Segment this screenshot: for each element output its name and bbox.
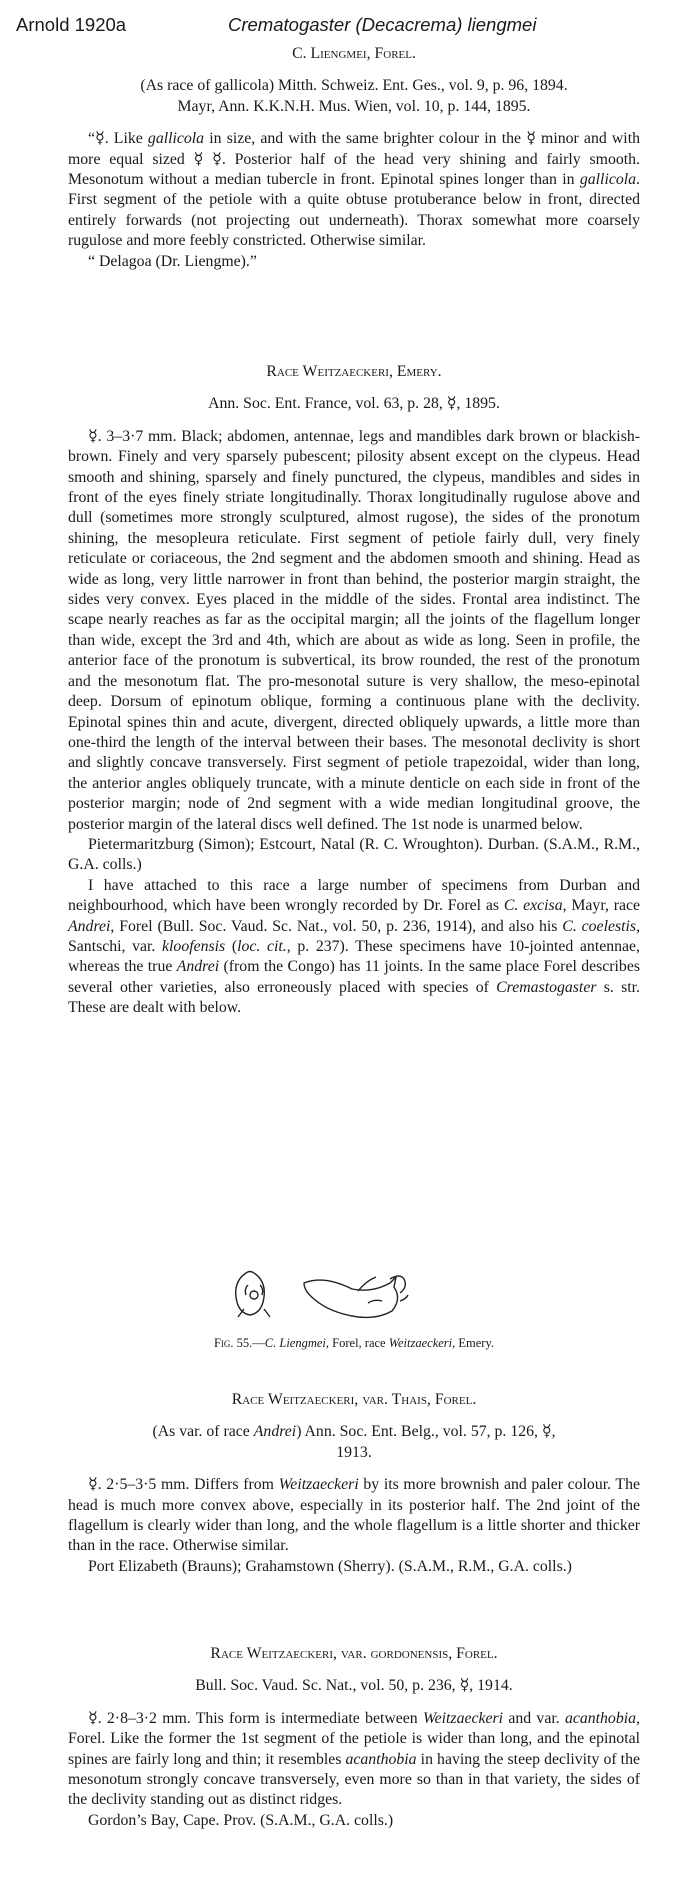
locality-line: Port Elizabeth (Brauns); Grahamstown (Sherry). (S.A.M., R.M., G.A. colls.) <box>88 1557 572 1575</box>
section-liengmei <box>68 44 640 272</box>
section-title: C. Liengmei, Forel. <box>292 45 416 62</box>
citation: Mayr, Ann. K.K.N.H. Mus. Wien, vol. 10, p. 144, 1895. <box>177 97 531 115</box>
description-paragraph: ☿. 2·5–3·5 mm. Differs from Weitzaeckeri by its more brownish and paler colour. The head is much more convex above, especially in its posterior half. The 2nd joint of the flagellum is clearly wider than long, and the whole flagellum is a little shorter and thicker than in the race. Otherwise similar. <box>68 1476 640 1555</box>
note-paragraph: I have attached to this race a large number of specimens from Durban and neighbourhood, which have been wrongly recorded by Dr. Forel as C. excisa, Mayr, race Andrei, Forel (Bull. Soc. Vaud. Sc. Nat., vol. 50, p. 236, 1914), and also his C. coelestis, Santschi, var. kloofensis (loc. cit., p. 237). These specimens have 10-jointed antennae, whereas the true Andrei (from the Congo) has 11 joints. In the same place Forel describes several other varieties, also erroneously placed with species of Cremastogaster s. str. These are dealt with below. <box>68 876 641 1017</box>
locality-line: Pietermaritzburg (Simon); Estcourt, Natal (R. C. Wroughton). Durban. (S.A.M., R.M., G.A. colls.) <box>68 835 640 874</box>
section-var-gordonensis <box>68 1644 640 1831</box>
citation: (As var. of race Andrei) Ann. Soc. Ent. Belg., vol. 57, p. 126, ☿, 1913. <box>152 1423 556 1461</box>
ant-figure-illustration <box>68 1265 640 1327</box>
section-title: Race Weitzaeckeri, var. Thais, Forel. <box>231 1391 477 1408</box>
reference-label: Arnold 1920a <box>16 14 127 35</box>
description-paragraph: ☿. 2·8–3·2 mm. This form is intermediate between Weitzaeckeri and var. acanthobia, Forel. Like the former the 1st segment of the petiole is wider than long, and the epinotal spines are fairly long and thin; it resembles acanthobia in having the steep declivity of the mesonotum strongly concave transversely, even more so than in that variety, the sides of the declivity standing out as distinct ridges. <box>68 1709 640 1809</box>
description-paragraph: ☿. 3–3·7 mm. Black; abdomen, antennae, legs and mandibles dark brown or blackish-brown. Finely and very sparsely pubescent; pilosity absent except on the clypeus. Head smooth and shining, sparsely and finely punctured, the clypeus, mandibles and sides in front of the eyes finely striate longitudinally. Thorax longitudinally rugulose above and dull (sometimes more strongly sculptured, almost rugose), the sides of the pronotum shining, the mesopleura reticulate. First segment of petiole fairly dull, very finely reticulate or coriaceous, the 2nd segment and the abdomen smooth and shining. Head as wide as long, very little narrower in front than behind, the posterior margin straight, the sides very convex. Eyes placed in the middle of the sides. Frontal area indistinct. The scape nearly reaches as far as the occipital margin; all the joints of the flagellum longer than wide, except the 3rd and 4th, which are about as wide as long. Seen in profile, the anterior face of the pronotum is subvertical, its brow rounded, the rest of the pronotum and the mesonotum flat. The pro-mesonotal suture is very shallow, the meso-epinotal deep. Dorsum of epinotum oblique, forming a continuous plane with the declivity. Epinotal spines thin and acute, divergent, directed obliquely upwards, a little more than one-third the length of the interval between their bases. The mesonotal declivity is short and slightly concave transversely. First segment of petiole trapezoidal, wider than long, the anterior angles obliquely truncate, with a minute denticle on each side in front of the posterior margin; node of 2nd segment with a wide median longitudinal groove, the posterior margin of the lateral discs well defined. The 1st node is unarmed below. <box>68 427 640 833</box>
section-var-thais <box>68 1390 640 1577</box>
citation: Bull. Soc. Vaud. Sc. Nat., vol. 50, p. 236, ☿, 1914. <box>195 1677 513 1695</box>
section-title: Race Weitzaeckeri, var. gordonensis, Forel. <box>210 1645 498 1662</box>
locality-line: Gordon’s Bay, Cape. Prov. (S.A.M., G.A. colls.) <box>88 1811 394 1829</box>
page-header <box>8 10 691 40</box>
description-paragraph: “☿. Like gallicola in size, and with the same brighter colour in the ☿ minor and with more equal sized ☿ ☿. Posterior half of the head very shining and fairly smooth. Mesonotum without a median tubercle in front. Epinotal spines longer than in gallicola. First segment of the petiole with a quite obtuse protuberance below in front, directed entirely forwards (not projecting out underneath). Thorax somewhat more coarsely rugulose and more feebly constricted. Otherwise similar. <box>68 130 640 250</box>
taxon-title: Crematogaster (Decacrema) liengmei <box>228 14 537 35</box>
citation: (As race of gallicola) Mitth. Schweiz. Ent. Ges., vol. 9, p. 96, 1894. <box>140 77 568 95</box>
citation: Ann. Soc. Ent. France, vol. 63, p. 28, ☿, 1895. <box>208 395 500 413</box>
section-weitzaeckeri <box>68 362 640 1019</box>
figure-55 <box>68 1265 640 1355</box>
locality-line: “ Delagoa (Dr. Liengme).” <box>88 252 257 270</box>
section-title: Race Weitzaeckeri, Emery. <box>266 363 442 380</box>
figure-caption: Fig. 55.—C. Liengmei, Forel, race Weitzaeckeri, Emery. <box>213 1336 495 1350</box>
